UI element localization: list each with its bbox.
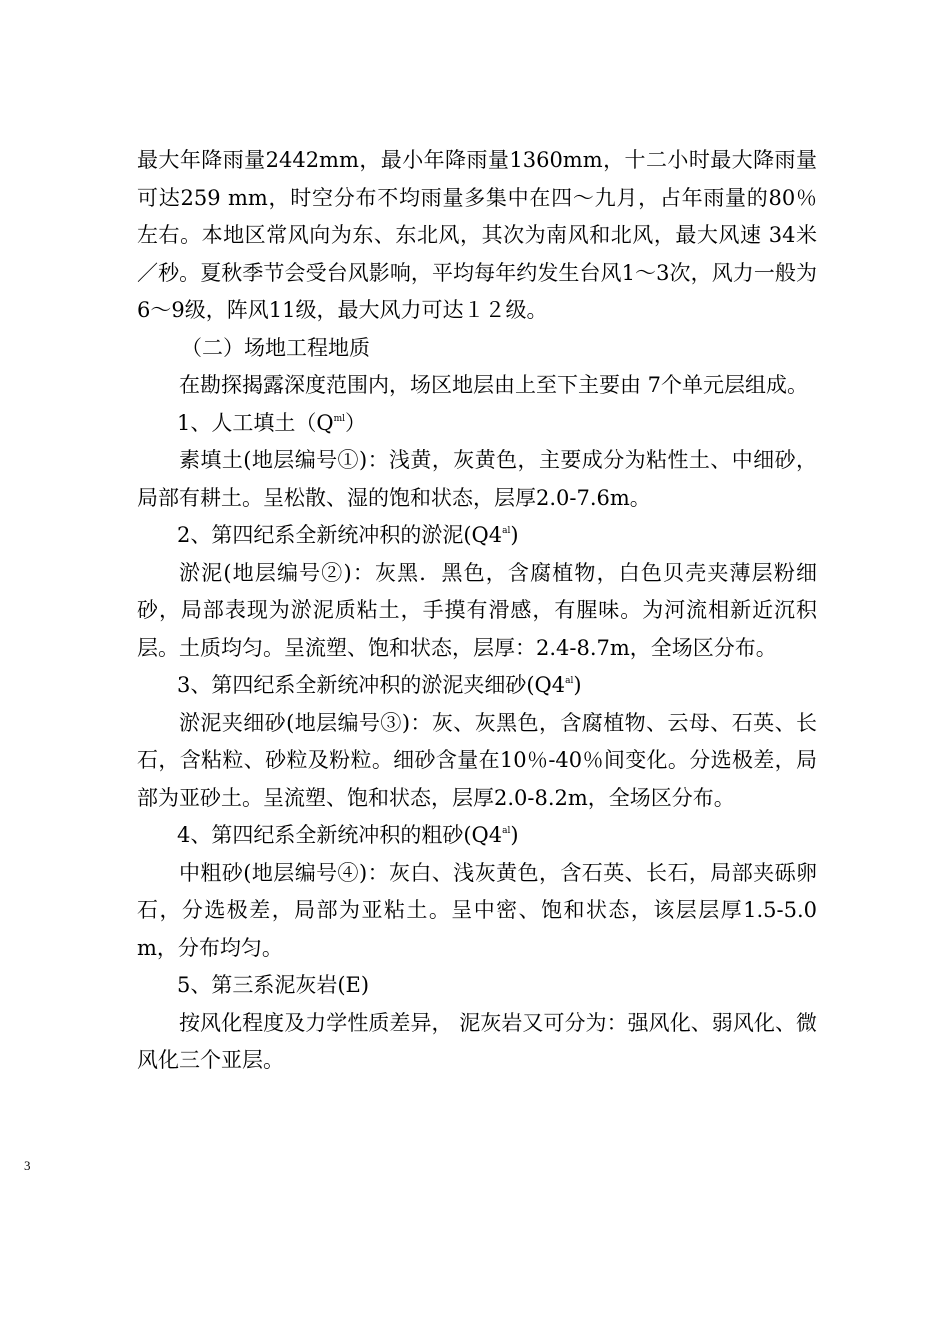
stratum-paragraph-1: 素填土(地层编号①)：浅黄，灰黄色，主要成分为粘性土、中细砂，局部有耕土。呈松散、湿的饱和状态，层厚2.0-7.6m。 (137, 448, 817, 510)
stratum-heading-3-text: 3、第四纪系全新统冲积的淤泥夹细砂(Q4 (177, 673, 566, 697)
stratum-heading-1 (137, 405, 817, 443)
stratum-heading-4 (137, 817, 817, 855)
stratum-heading-3-sup: al (565, 676, 574, 686)
stratum-paragraph-5: 按风化程度及力学性质差异， 泥灰岩又可分为：强风化、弱风化、微风化三个亚层。 (137, 1010, 817, 1072)
section-heading-site-geology: （二）场地工程地质 (181, 335, 370, 360)
page-number: 3 (24, 1158, 31, 1173)
stratum-heading-4-text: 4、第四纪系全新统冲积的粗砂(Q4 (177, 823, 503, 847)
climate-paragraph: 最大年降雨量2442mm，最小年降雨量1360mm，十二小时最大降雨量可达259 mm，时空分布不均雨量多集中在四～九月，占年雨量的80％左右。本地区常风向为东、东北风，其次为南风和北风，最大风速 34米／秒。夏秋季节会受台风影响，平均每年约发生台风1～3次，风力一般为6～9级，阵风11级，最大风力可达１２级。 (137, 148, 817, 322)
stratum-heading-4-end: ) (510, 823, 519, 847)
stratum-heading-1-sup: ml (333, 413, 345, 424)
strata-intro-paragraph: 在勘探揭露深度范围内，场区地层由上至下主要由 7个单元层组成。 (179, 373, 809, 397)
stratum-heading-5: 5、第三系泥灰岩(E) (177, 973, 370, 997)
stratum-heading-1-end: ） (345, 410, 366, 435)
document-body (137, 142, 817, 1080)
stratum-heading-2-sup: al (502, 526, 511, 536)
stratum-heading-2-text: 2、第四纪系全新统冲积的淤泥(Q4 (177, 523, 503, 547)
stratum-paragraph-3: 淤泥夹细砂(地层编号③)：灰、灰黑色，含腐植物、云母、石英、长石，含粘粒、砂粒及粉粒。细砂含量在10％-40％间变化。分选极差，局部为亚砂土。呈流塑、饱和状态，层厚2.0-8.2m，全场区分布。 (137, 710, 817, 810)
stratum-heading-4-sup: al (502, 826, 511, 836)
stratum-paragraph-4: 中粗砂(地层编号④)：灰白、浅灰黄色，含石英、长石，局部夹砾卵石，分选极差，局部为亚粘土。呈中密、饱和状态，该层层厚1.5-5.0m，分布均匀。 (137, 860, 817, 960)
stratum-heading-3-end: ) (573, 673, 582, 697)
stratum-heading-3 (137, 667, 817, 705)
stratum-heading-2 (137, 517, 817, 555)
stratum-heading-2-end: ) (510, 523, 519, 547)
stratum-paragraph-2: 淤泥(地层编号②)：灰黑．黑色，含腐植物，白色贝壳夹薄层粉细砂，局部表现为淤泥质粘土，手摸有滑感，有腥味。为河流相新近沉积层。土质均匀。呈流塑、饱和状态，层厚：2.4-8.7m，全场区分布。 (137, 560, 817, 660)
stratum-heading-1-text: 1、人工填土（Q (177, 410, 334, 435)
